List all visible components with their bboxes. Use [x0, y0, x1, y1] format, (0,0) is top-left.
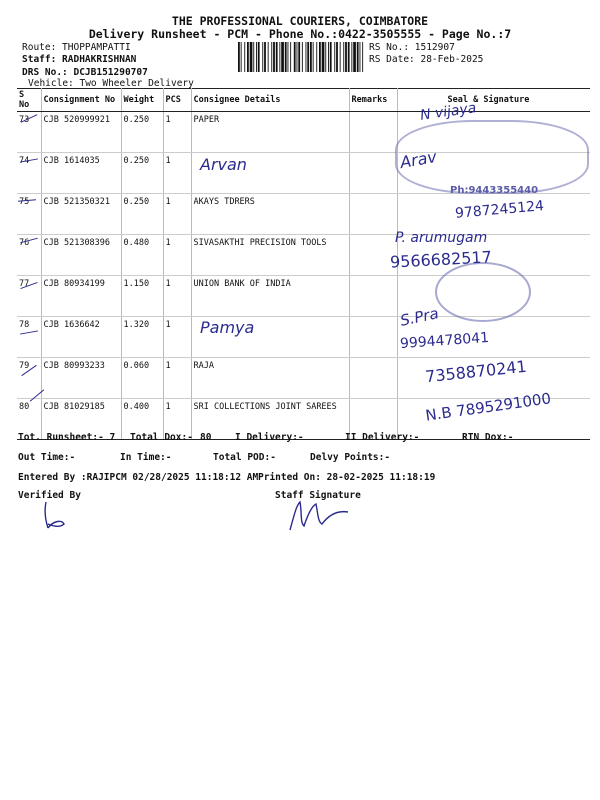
col-consignment: Consignment No — [41, 89, 121, 112]
cell-consignee: PAPER — [191, 112, 349, 153]
handwritten-phone: 9787245124 — [454, 198, 545, 222]
cell-remarks — [349, 112, 397, 153]
col-consignee: Consignee Details — [191, 89, 349, 112]
vehicle-label: Vehicle: Two Wheeler Delivery — [28, 78, 194, 89]
route-label: Route: THOPPAMPATTI — [22, 42, 131, 53]
cell-pcs: 1 — [163, 358, 191, 399]
cell-pcs: 1 — [163, 399, 191, 440]
rs-date: RS Date: 28-Feb-2025 — [369, 54, 484, 65]
runsheet-subtitle: Delivery Runsheet - PCM - Phone No.:0422-3505555 - Page No.:7 — [88, 27, 512, 41]
ii-delivery: II Delivery:- — [345, 432, 420, 443]
drs-number: DRS No.: DCJB151290707 — [22, 67, 148, 78]
total-dox-value: 80 — [200, 432, 212, 443]
cell-sno: 76 — [17, 235, 41, 276]
handwritten-signature: S.Pra — [398, 304, 441, 330]
cell-weight: 0.250 — [121, 112, 163, 153]
cell-sno: 73 — [17, 112, 41, 153]
cell-sno: 77 — [17, 276, 41, 317]
col-remarks: Remarks — [349, 89, 397, 112]
cell-remarks — [349, 276, 397, 317]
cell-weight: 1.320 — [121, 317, 163, 358]
staff-signature-scribble — [284, 496, 354, 536]
cell-consignee: AKAYS TDRERS — [191, 194, 349, 235]
cell-consignee: RAJA — [191, 358, 349, 399]
cell-consignment: CJB 520999921 — [41, 112, 121, 153]
cell-weight: 0.400 — [121, 399, 163, 440]
cell-consignment: CJB 1614035 — [41, 153, 121, 194]
cell-pcs: 1 — [163, 317, 191, 358]
handwritten-phone: 9994478041 — [399, 329, 490, 353]
cell-weight: 0.060 — [121, 358, 163, 399]
handwritten-signature: Arvan — [200, 155, 247, 174]
cell-consignment: CJB 81029185 — [41, 399, 121, 440]
cell-sno: 80 — [17, 399, 41, 440]
cell-consignment: CJB 521308396 — [41, 235, 121, 276]
cell-pcs: 1 — [163, 276, 191, 317]
cell-pcs: 1 — [163, 153, 191, 194]
cell-sno: 75 — [17, 194, 41, 235]
entered-by: Entered By :RAJIPCM 02/28/2025 11:18:12 AM — [18, 472, 259, 483]
cell-pcs: 1 — [163, 112, 191, 153]
cell-consignment: CJB 521350321 — [41, 194, 121, 235]
handwritten-phone: 9566682517 — [389, 247, 493, 272]
col-pcs: PCS — [163, 89, 191, 112]
barcode-image — [238, 42, 364, 72]
verified-by-label: Verified By — [18, 490, 81, 501]
cell-pcs: 1 — [163, 194, 191, 235]
cell-remarks — [349, 317, 397, 358]
cell-sno: 78 — [17, 317, 41, 358]
cell-remarks — [349, 358, 397, 399]
cell-remarks — [349, 194, 397, 235]
cell-consignee: SIVASAKTHI PRECISION TOOLS — [191, 235, 349, 276]
col-sno: S No — [17, 89, 41, 112]
bank-seal-stamp — [435, 262, 531, 322]
table-header-row — [17, 89, 590, 112]
cell-weight: 0.480 — [121, 235, 163, 276]
total-dox-label: Total Dox:- — [130, 432, 193, 443]
cell-consignee: SRI COLLECTIONS JOINT SAREES — [191, 399, 349, 440]
cell-weight: 0.250 — [121, 194, 163, 235]
staff-label: Staff: RADHAKRISHNAN — [22, 54, 137, 65]
cell-weight: 0.250 — [121, 153, 163, 194]
cell-consignment: CJB 1636642 — [41, 317, 121, 358]
handwritten-phone: 7358870241 — [424, 356, 528, 387]
handwritten-name: N vijaya — [419, 100, 478, 124]
cell-consignment: CJB 80993233 — [41, 358, 121, 399]
handwritten-name: P. arumugam — [395, 230, 488, 246]
rtn-dox: RTN Dox:- — [462, 432, 514, 443]
cell-consignee: UNION BANK OF INDIA — [191, 276, 349, 317]
handwritten-signature: Arav — [398, 146, 439, 173]
rs-number: RS No.: 1512907 — [369, 42, 455, 53]
cell-pcs: 1 — [163, 235, 191, 276]
i-delivery: I Delivery:- — [235, 432, 304, 443]
cell-weight: 1.150 — [121, 276, 163, 317]
cell-remarks — [349, 153, 397, 194]
total-pod: Total POD:- — [213, 452, 276, 463]
out-time: Out Time:- — [18, 452, 76, 463]
tot-runsheet: Tot. Runsheet:- 7 — [18, 432, 116, 443]
cell-sno: 79 — [17, 358, 41, 399]
verified-signature-scribble — [38, 498, 78, 532]
cell-consignment: CJB 80934199 — [41, 276, 121, 317]
in-time: In Time:- — [120, 452, 172, 463]
table-row — [17, 317, 590, 358]
handwritten-signature: Pamya — [200, 318, 255, 337]
delvy-points: Delvy Points:- — [310, 452, 391, 463]
cell-sno: 74 — [17, 153, 41, 194]
stamp-phone-text: Ph:9443355440 — [450, 185, 539, 196]
handwritten-phone: N.B 7895291000 — [424, 389, 553, 425]
printed-on: Printed On: 28-02-2025 11:18:19 — [258, 472, 436, 483]
col-weight: Weight — [121, 89, 163, 112]
company-title: THE PROFESSIONAL COURIERS, COIMBATORE — [171, 14, 429, 28]
col-seal: Seal & Signature — [397, 89, 590, 112]
staff-signature-label: Staff Signature — [275, 490, 361, 501]
